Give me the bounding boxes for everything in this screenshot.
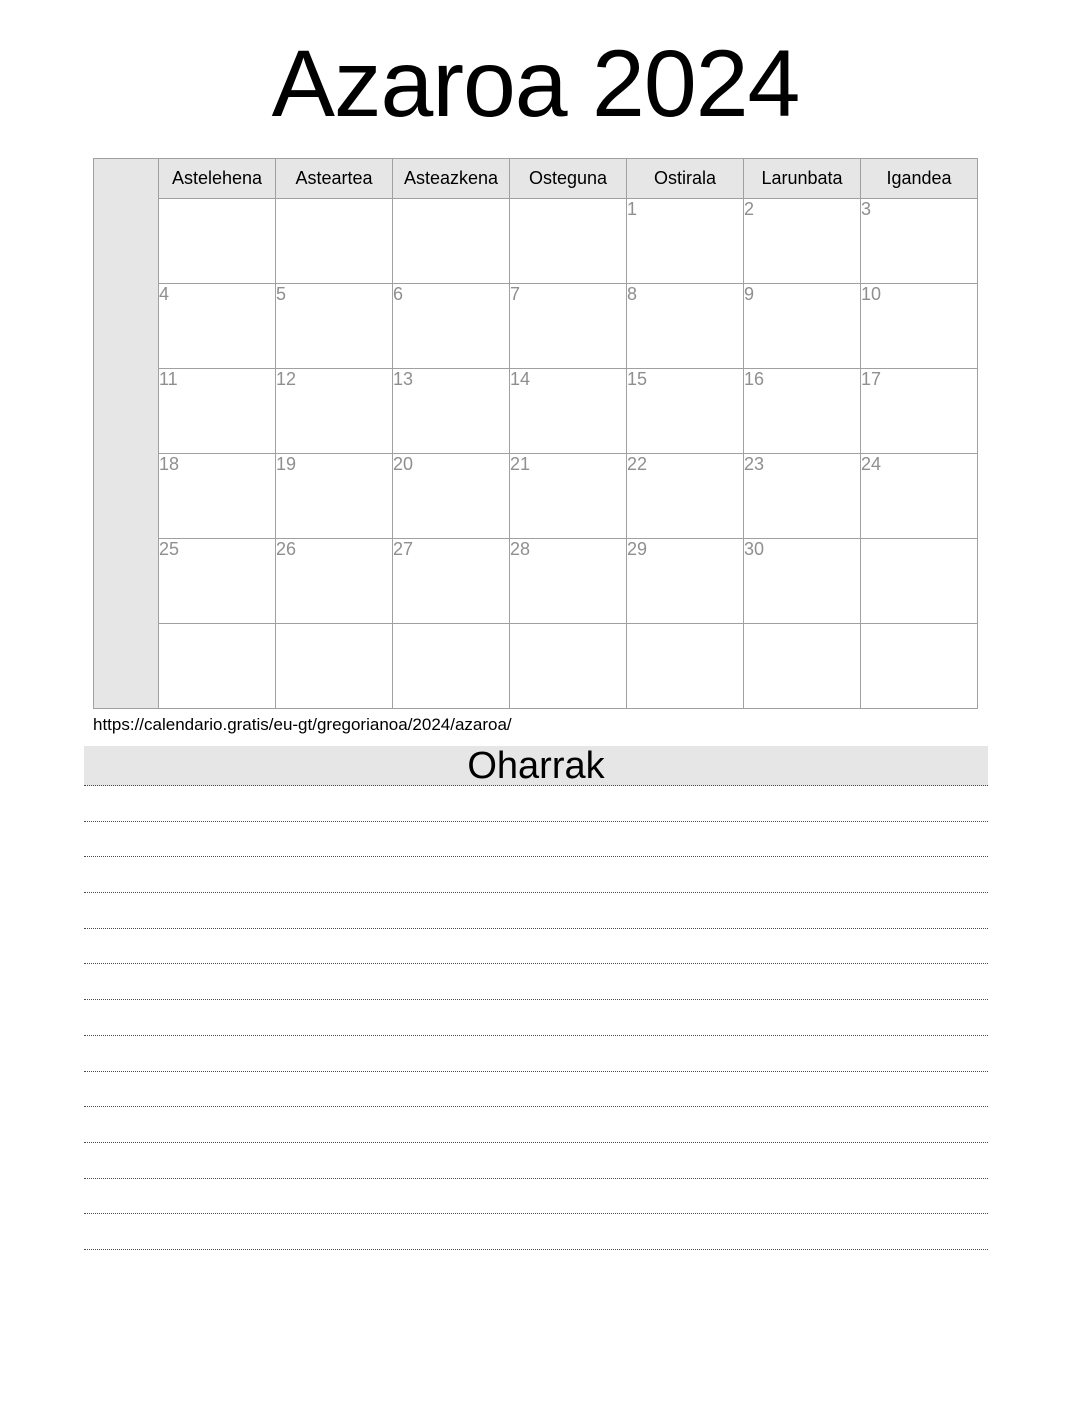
note-line <box>84 893 988 929</box>
day-cell <box>861 624 978 709</box>
day-cell: 15 <box>627 369 744 454</box>
day-cell: 5 <box>276 284 393 369</box>
day-cell <box>510 624 627 709</box>
day-header-asteartea: Asteartea <box>276 159 393 199</box>
day-cell: 29 <box>627 539 744 624</box>
day-cell: 6 <box>393 284 510 369</box>
day-cell: 30 <box>744 539 861 624</box>
day-cell: 3 <box>861 199 978 284</box>
notes-title: Oharrak <box>84 746 988 786</box>
day-cell: 26 <box>276 539 393 624</box>
day-cell: 4 <box>159 284 276 369</box>
day-header-asteazkena: Asteazkena <box>393 159 510 199</box>
day-cell: 2 <box>744 199 861 284</box>
day-cell: 14 <box>510 369 627 454</box>
note-line <box>84 1214 988 1250</box>
calendar-week-row <box>94 284 978 369</box>
notes-lines <box>84 786 988 1250</box>
week-number-column <box>94 159 159 709</box>
note-line <box>84 1000 988 1036</box>
calendar-week-row <box>94 199 978 284</box>
note-line <box>84 929 988 965</box>
day-cell <box>627 624 744 709</box>
note-line <box>84 786 988 822</box>
day-header-osteguna: Osteguna <box>510 159 627 199</box>
source-url: https://calendario.gratis/eu-gt/gregorianoa/2024/azaroa/ <box>93 715 512 734</box>
day-cell <box>276 199 393 284</box>
day-cell <box>861 539 978 624</box>
note-line <box>84 1179 988 1215</box>
day-cell: 10 <box>861 284 978 369</box>
day-cell: 16 <box>744 369 861 454</box>
day-cell: 1 <box>627 199 744 284</box>
calendar-header-row <box>94 159 978 199</box>
day-cell: 28 <box>510 539 627 624</box>
day-cell: 22 <box>627 454 744 539</box>
day-header-ostirala: Ostirala <box>627 159 744 199</box>
day-cell <box>393 199 510 284</box>
day-cell: 27 <box>393 539 510 624</box>
day-cell: 12 <box>276 369 393 454</box>
page-title: Azaroa 2024 <box>271 31 800 137</box>
note-line <box>84 1143 988 1179</box>
note-line <box>84 857 988 893</box>
day-cell: 20 <box>393 454 510 539</box>
day-cell: 24 <box>861 454 978 539</box>
day-cell <box>744 624 861 709</box>
day-header-igandea: Igandea <box>861 159 978 199</box>
day-cell: 17 <box>861 369 978 454</box>
day-cell: 23 <box>744 454 861 539</box>
calendar-week-row <box>94 539 978 624</box>
day-cell: 21 <box>510 454 627 539</box>
calendar-week-row <box>94 624 978 709</box>
notes-section <box>84 746 988 1250</box>
day-cell <box>393 624 510 709</box>
day-cell: 8 <box>627 284 744 369</box>
note-line <box>84 822 988 858</box>
note-line <box>84 1072 988 1108</box>
calendar-week-row <box>94 454 978 539</box>
calendar-table <box>93 158 978 709</box>
day-header-larunbata: Larunbata <box>744 159 861 199</box>
day-cell <box>159 624 276 709</box>
day-cell <box>276 624 393 709</box>
day-cell: 13 <box>393 369 510 454</box>
day-header-astelehena: Astelehena <box>159 159 276 199</box>
note-line <box>84 1036 988 1072</box>
day-cell: 25 <box>159 539 276 624</box>
note-line <box>84 1107 988 1143</box>
day-cell <box>159 199 276 284</box>
day-cell: 18 <box>159 454 276 539</box>
day-cell: 7 <box>510 284 627 369</box>
day-cell: 11 <box>159 369 276 454</box>
day-cell: 9 <box>744 284 861 369</box>
day-cell: 19 <box>276 454 393 539</box>
day-cell <box>510 199 627 284</box>
calendar-week-row <box>94 369 978 454</box>
note-line <box>84 964 988 1000</box>
